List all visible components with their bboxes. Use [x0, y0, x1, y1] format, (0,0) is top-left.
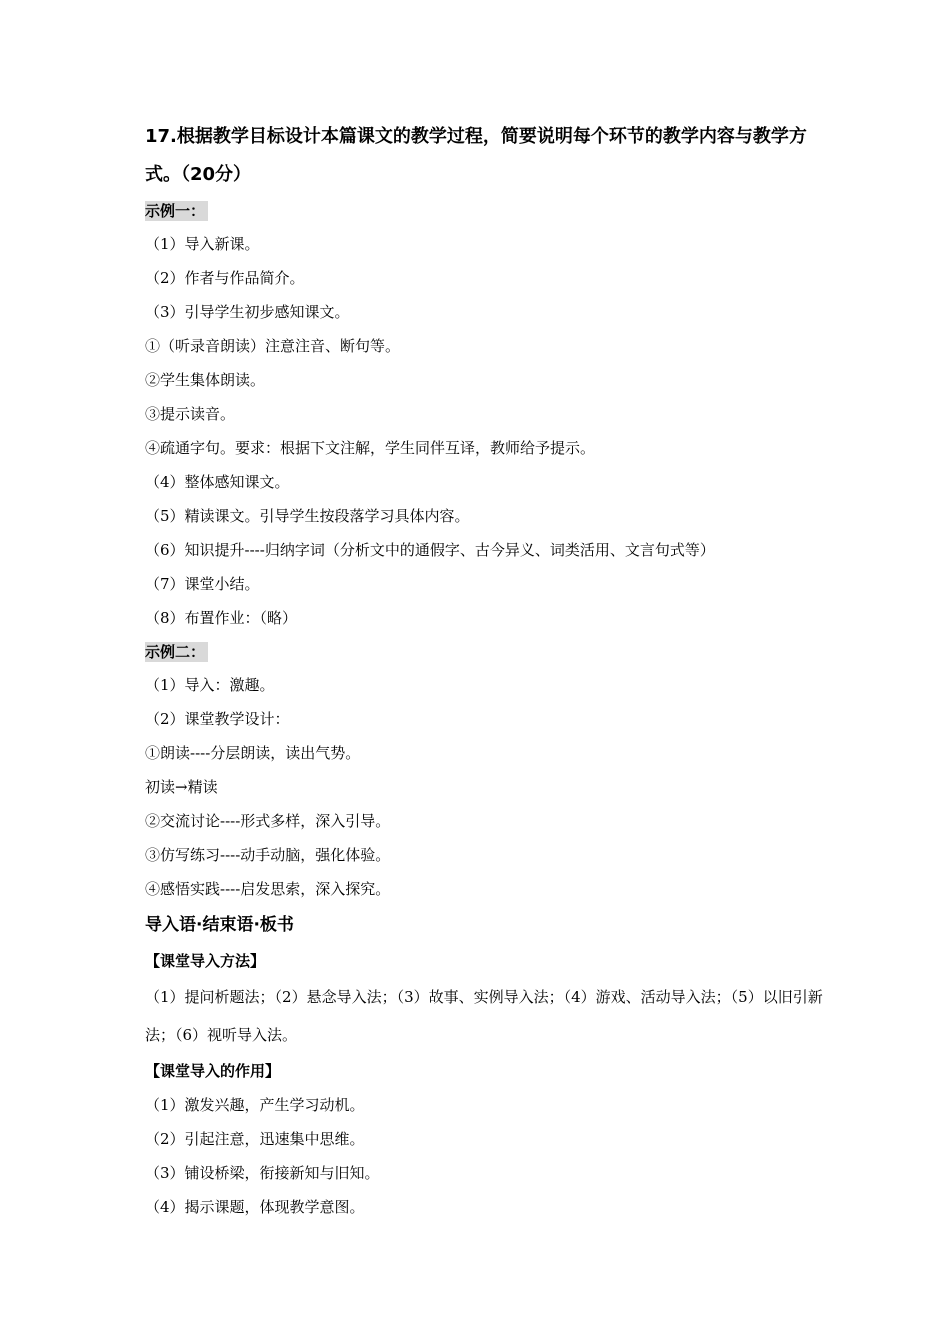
list-item: （5）精读课文。引导学生按段落学习具体内容。 [145, 507, 470, 525]
example-one-list [145, 227, 825, 635]
list-item: ②交流讨论----形式多样，深入引导。 [145, 812, 391, 830]
section-title: 导入语·结束语·板书 [145, 915, 294, 935]
list-item: ④感悟实践----启发思索，深入探究。 [145, 880, 391, 898]
document-page [145, 118, 825, 1224]
list-item: ①朗读----分层朗读，读出气势。 [145, 744, 361, 762]
list-item: 初读→精读 [145, 778, 218, 796]
list-item: （4）整体感知课文。 [145, 473, 290, 491]
list-item: （3）铺设桥梁，衔接新知与旧知。 [145, 1164, 380, 1182]
list-item: ③提示读音。 [145, 405, 236, 423]
list-item: （2）引起注意，迅速集中思维。 [145, 1130, 365, 1148]
methods-paragraph: （1）提问析题法；（2）悬念导入法；（3）故事、实例导入法；（4）游戏、活动导入法；（5）以旧引新法；（6）视听导入法。 [145, 988, 823, 1044]
list-item: （7）课堂小结。 [145, 575, 260, 593]
list-item: （2）课堂教学设计： [145, 710, 290, 728]
example-two-label: 示例二： [145, 642, 208, 662]
list-item: （2）作者与作品简介。 [145, 269, 305, 287]
example-one-label-row [145, 194, 825, 227]
methods-heading: 【课堂导入方法】 [145, 952, 266, 970]
list-item: （1）激发兴趣，产生学习动机。 [145, 1096, 365, 1114]
example-two-label-row [145, 635, 825, 668]
list-item: （1）导入新课。 [145, 235, 260, 253]
question-heading: 17.根据教学目标设计本篇课文的教学过程，简要说明每个环节的教学内容与教学方式。（20分） [145, 126, 807, 185]
list-item: （8）布置作业：（略） [145, 609, 298, 627]
list-item: ①（听录音朗读）注意注音、断句等。 [145, 337, 401, 355]
list-item: （1）导入：激趣。 [145, 676, 275, 694]
list-item: ④疏通字句。要求：根据下文注解，学生同伴互译，教师给予提示。 [145, 439, 596, 457]
roles-list [145, 1088, 825, 1224]
list-item: （6）知识提升----归纳字词（分析文中的通假字、古今异义、词类活用、文言句式等） [145, 541, 715, 559]
list-item: ③仿写练习----动手动脑，强化体验。 [145, 846, 391, 864]
example-one-label: 示例一： [145, 201, 208, 221]
example-two-list [145, 668, 825, 906]
list-item: ②学生集体朗读。 [145, 371, 266, 389]
list-item: （4）揭示课题，体现教学意图。 [145, 1198, 365, 1216]
list-item: （3）引导学生初步感知课文。 [145, 303, 350, 321]
roles-heading: 【课堂导入的作用】 [145, 1062, 281, 1080]
